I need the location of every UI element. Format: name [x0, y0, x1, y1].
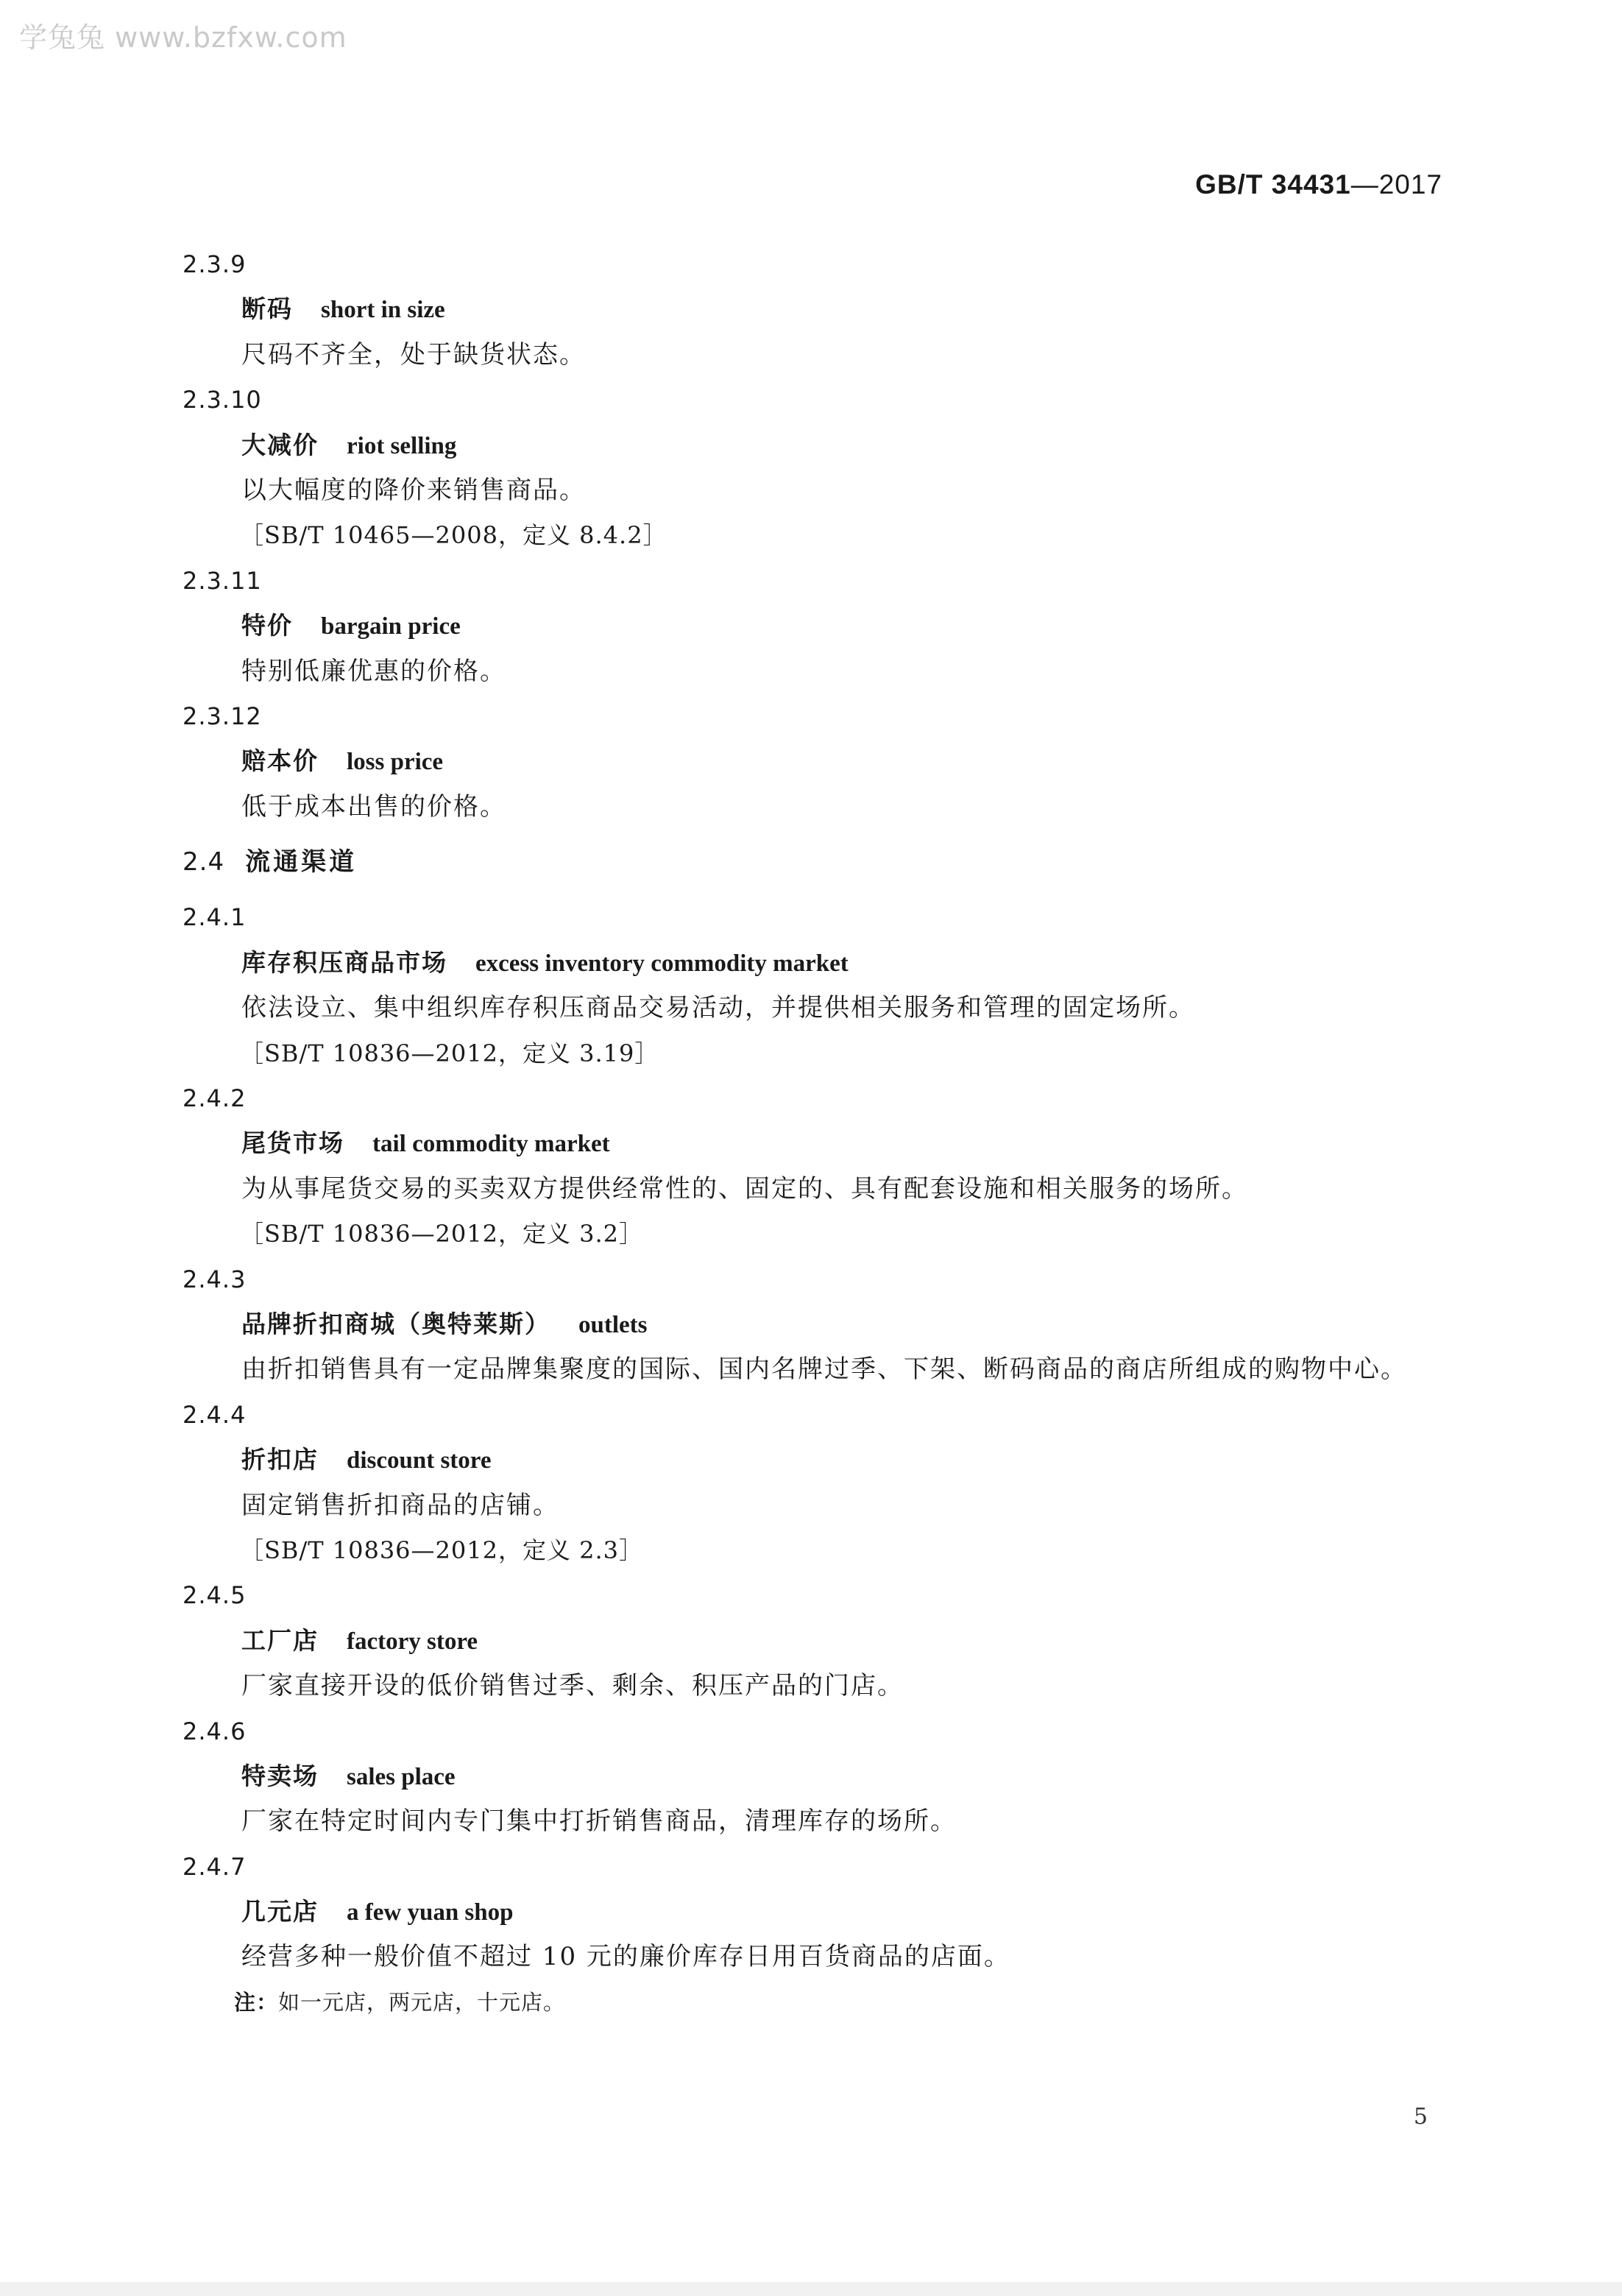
term-english: short in size: [321, 297, 445, 324]
section-heading: [183, 847, 1448, 891]
term-heading: [183, 1309, 1448, 1354]
term-definition: 由折扣销售具有一定品牌集聚度的国际、国内名牌过季、下架、断码商品的商店所组成的购物中心。: [241, 1354, 1407, 1385]
watermark: 学兔兔 www.bzfxw.com: [19, 21, 347, 54]
section-number: 2.4: [183, 847, 225, 877]
term-chinese: 尾货市场: [241, 1128, 344, 1158]
entry-number: 2.3.12: [183, 702, 262, 730]
term-heading: [183, 1761, 1448, 1806]
term-chinese: 特卖场: [241, 1761, 319, 1790]
source-reference: ［SB/T 10836—2012，定义 3.19］: [240, 1039, 659, 1067]
entry-number: 2.4.6: [183, 1717, 247, 1745]
entry-number: 2.4.4: [183, 1400, 247, 1429]
term-definition: 为从事尾货交易的买卖双方提供经常性的、固定的、具有配套设施和相关服务的场所。: [241, 1173, 1248, 1204]
term-english: factory store: [347, 1628, 478, 1655]
page-number: 5: [1413, 2104, 1428, 2130]
term-english: riot selling: [347, 432, 457, 459]
source-reference: ［SB/T 10836—2012，定义 2.3］: [240, 1536, 644, 1564]
term-english: bargain price: [321, 613, 461, 640]
note: [183, 1987, 1448, 2024]
entry-number: 2.3.11: [183, 566, 262, 595]
term-definition: 特别低廉优惠的价格。: [241, 656, 506, 686]
term-heading: [183, 947, 1448, 992]
note-text: 如一元店，两元店，十元店。: [278, 1989, 566, 2015]
term-heading: [183, 746, 1448, 791]
term-heading: [183, 1444, 1448, 1489]
term-english: a few yuan shop: [347, 1899, 514, 1926]
term-heading: [183, 1896, 1448, 1941]
term-english: outlets: [578, 1311, 648, 1338]
document-body: [183, 249, 1448, 2024]
term-definition: 依法设立、集中组织库存积压商品交易活动，并提供相关服务和管理的固定场所。: [241, 993, 1195, 1023]
standard-code: [1148, 169, 1442, 200]
term-definition: 经营多种一般价值不超过 10 元的廉价库存日用百货商品的店面。: [241, 1942, 1010, 1972]
term-chinese: 品牌折扣商城（奥特莱斯）: [241, 1309, 550, 1338]
term-chinese: 工厂店: [241, 1625, 319, 1655]
term-heading: [183, 610, 1448, 655]
entry-number: 2.4.1: [183, 903, 247, 932]
term-chinese: 特价: [241, 611, 293, 640]
term-heading: [183, 1625, 1448, 1670]
term-definition: 厂家在特定时间内专门集中打折销售商品，清理库存的场所。: [241, 1806, 957, 1837]
term-definition: 尺码不齐全，处于缺货状态。: [241, 339, 586, 370]
entry-number: 2.3.10: [183, 386, 262, 414]
standard-year: —2017: [1350, 169, 1442, 199]
term-chinese: 库存积压商品市场: [241, 947, 447, 977]
standard-prefix: GB/T 34431: [1195, 169, 1351, 199]
source-reference: ［SB/T 10465—2008，定义 8.4.2］: [240, 521, 667, 550]
section-title: 流通渠道: [245, 847, 358, 877]
term-definition: 固定销售折扣商品的店铺。: [241, 1490, 559, 1520]
entry-number: 2.4.5: [183, 1581, 247, 1610]
source-reference: ［SB/T 10836—2012，定义 3.2］: [240, 1220, 644, 1248]
note-label: 注：: [234, 1989, 279, 2015]
entry-number: 2.4.2: [183, 1084, 247, 1113]
term-definition: 厂家直接开设的低价销售过季、剩余、积压产品的门店。: [241, 1671, 904, 1701]
term-heading: [183, 294, 1448, 339]
term-heading: [183, 1128, 1448, 1173]
term-definition: 以大幅度的降价来销售商品。: [241, 475, 586, 505]
term-chinese: 折扣店: [241, 1445, 319, 1474]
term-english: loss price: [347, 749, 444, 776]
page-bottom-edge: [0, 2282, 1622, 2296]
entry-number: 2.4.3: [183, 1265, 247, 1293]
term-chinese: 赔本价: [241, 746, 319, 776]
term-chinese: 断码: [241, 294, 293, 324]
term-chinese: 几元店: [241, 1897, 319, 1926]
term-english: tail commodity market: [372, 1131, 610, 1158]
term-heading: [183, 430, 1448, 475]
term-chinese: 大减价: [241, 430, 319, 459]
term-english: sales place: [347, 1763, 456, 1790]
term-english: discount store: [347, 1447, 492, 1474]
term-definition: 低于成本出售的价格。: [241, 791, 506, 822]
entry-number: 2.4.7: [183, 1852, 247, 1881]
term-english: excess inventory commodity market: [475, 950, 849, 977]
entry-number: 2.3.9: [183, 250, 247, 278]
